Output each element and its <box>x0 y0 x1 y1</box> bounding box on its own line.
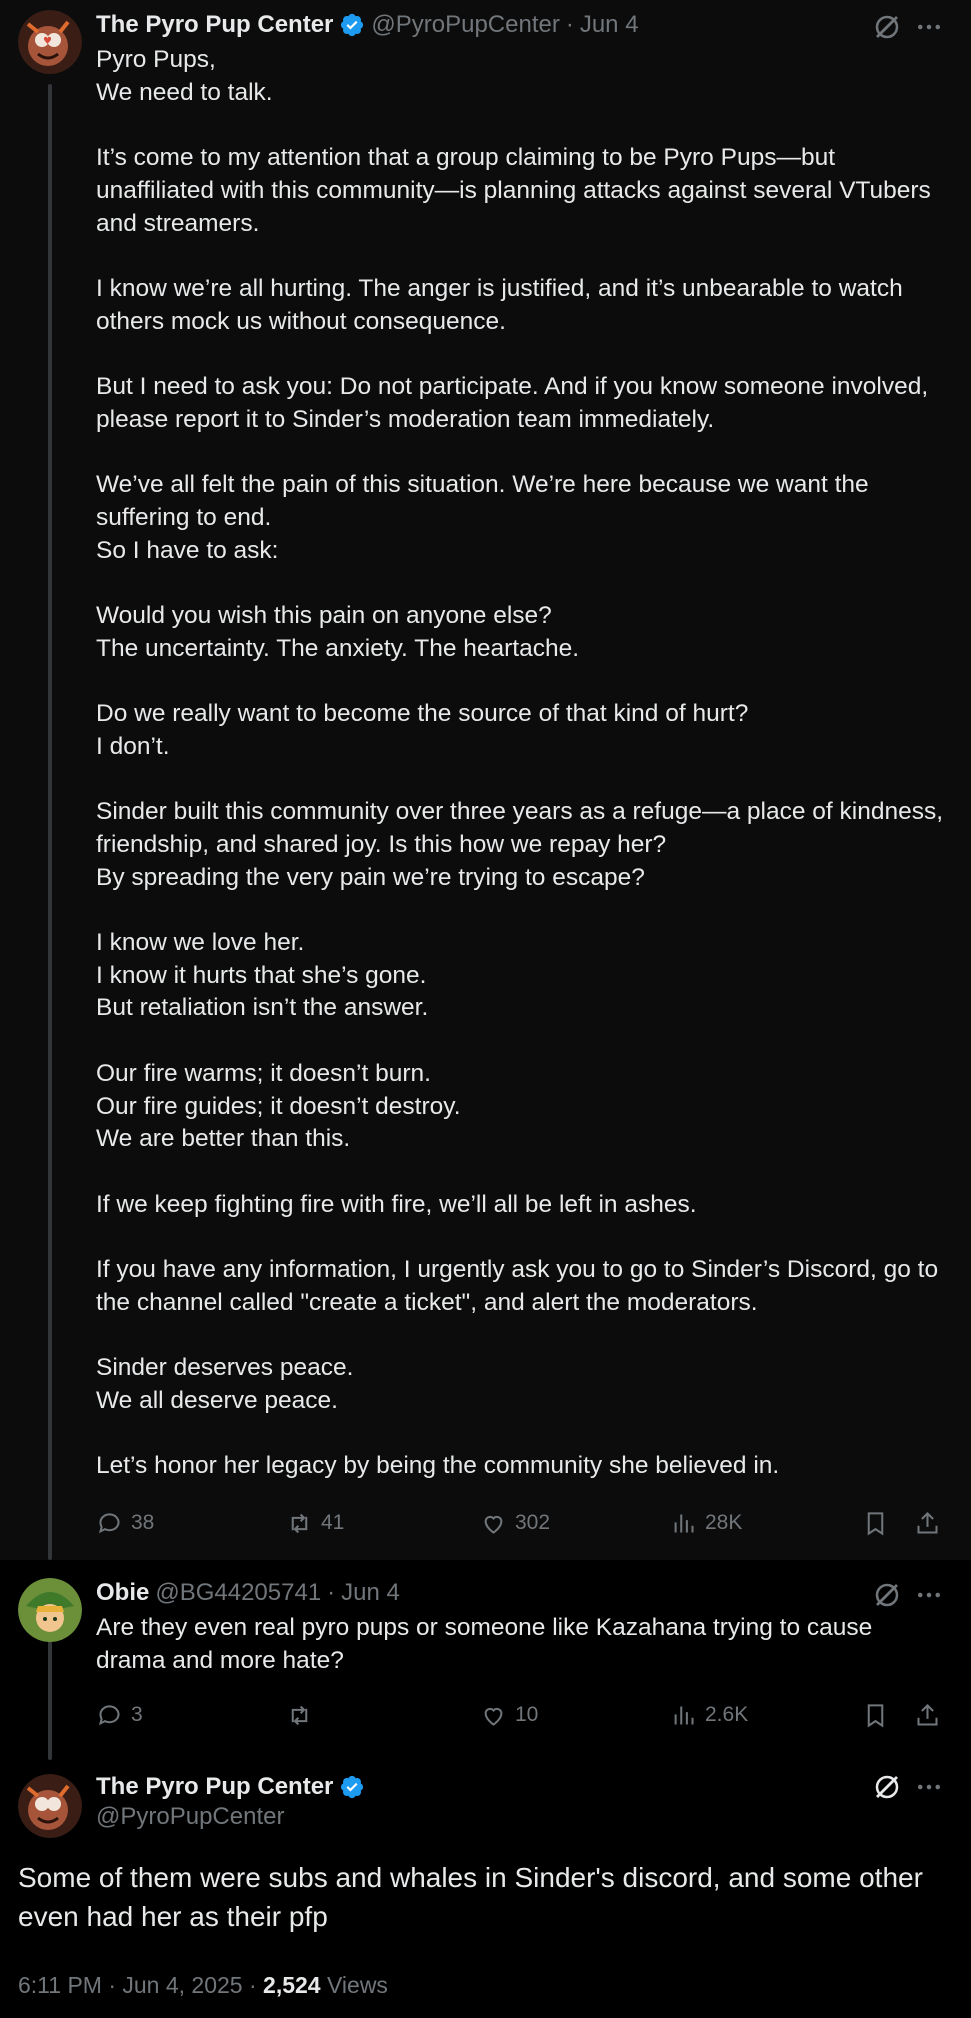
views-icon <box>670 1510 697 1537</box>
tweet-reply[interactable] <box>0 1560 971 1760</box>
share-icon <box>914 1702 941 1729</box>
author-name[interactable]: The Pyro Pup Center <box>96 1773 334 1800</box>
author-handle[interactable]: @BG44205741 <box>155 1579 322 1606</box>
repost-count: 41 <box>321 1511 345 1534</box>
views-label: Views <box>320 1972 388 1998</box>
thread-line <box>48 1640 52 1760</box>
views-icon <box>670 1702 697 1729</box>
tweet-focused[interactable] <box>0 1760 971 2018</box>
repost-icon <box>286 1702 313 1729</box>
reply-button[interactable] <box>96 1507 154 1539</box>
more-icon[interactable] <box>914 1580 944 1610</box>
avatar-pyro-pup-center[interactable] <box>18 1774 82 1838</box>
reply-button[interactable] <box>96 1699 143 1731</box>
views-count: 2.6K <box>705 1703 749 1726</box>
bookmark-icon <box>862 1510 889 1537</box>
svg-text:♥: ♥ <box>43 36 52 47</box>
like-button[interactable] <box>480 1699 538 1731</box>
like-icon <box>480 1702 507 1729</box>
views-count: 28K <box>705 1511 743 1534</box>
tweet-timestamp[interactable]: 6:11 PM · Jun 4, 2025 · <box>18 1972 264 1998</box>
like-count: 302 <box>515 1511 551 1534</box>
verified-badge-icon <box>339 12 365 38</box>
reply-count: 38 <box>131 1511 155 1534</box>
more-icon[interactable] <box>914 12 944 42</box>
repost-icon <box>286 1510 313 1537</box>
tweet-text: Pyro Pups, We need to talk. It’s come to my attention that a group claiming to be Pyro Pups—but unaffiliated with this community—is planning attacks against several VTubers and streamers. I know we’re all hurting. The anger is justified, and it’s unbearable to watch others mock us without consequence. But I need to ask you: Do not participate. And if you know someone involved, please report it to Sinder’s moderation team immediately. We’ve all felt the pain of this situation. We’re here because we want the suffering to end. So I have to ask: Would you wish this pain on anyone else? The uncertainty. The anxiety. The heartache. Do we really want to become the source of that kind of hurt? I don’t. Sinder built this community over three years as a refuge—a place of kindness, friendship, and shared joy. Is this how we repay her? By spreading the very pain we’re trying to escape? I know we love her. I know it hurts that she’s gone. But retaliation isn’t the answer. Our fire warms; it doesn’t burn. Our fire guides; it doesn’t destroy. We are better than this. If we keep fighting fire with fire, we’ll all be left in ashes. If you have any information, I urgently ask you to go to Sinder’s Discord, go to the channel called "create a ticket", and alert the moderators. Sinder deserves peace. We all deserve peace. Let’s honor her legacy by being the community she believed in. <box>96 46 944 1480</box>
view-count: 2,524 <box>263 1972 321 1998</box>
grok-icon[interactable] <box>872 1580 902 1610</box>
thread-line <box>48 84 52 1560</box>
avatar-obie[interactable] <box>18 1578 82 1642</box>
grok-icon[interactable] <box>872 12 902 42</box>
tweet-date[interactable]: Jun 4 <box>341 1579 400 1606</box>
author-handle[interactable]: @PyroPupCenter <box>371 11 560 38</box>
views-button[interactable] <box>670 1507 742 1539</box>
avatar-pyro-pup-center[interactable] <box>18 10 82 74</box>
reply-count: 3 <box>131 1703 143 1726</box>
share-button[interactable] <box>914 1699 949 1731</box>
verified-badge-icon <box>339 1774 365 1800</box>
like-icon <box>480 1510 507 1537</box>
share-button[interactable] <box>914 1507 949 1539</box>
bookmark-icon <box>862 1702 889 1729</box>
repost-button[interactable] <box>286 1507 344 1539</box>
bookmark-button[interactable] <box>862 1699 897 1731</box>
tweet-header <box>96 1578 400 1608</box>
tweet-header <box>96 1772 371 1802</box>
action-bar <box>96 1507 946 1539</box>
separator-dot: · <box>327 1579 336 1606</box>
repost-button[interactable] <box>286 1699 321 1731</box>
separator-dot: · <box>565 11 574 38</box>
like-button[interactable] <box>480 1507 550 1539</box>
author-name[interactable]: Obie <box>96 1579 150 1606</box>
tweet-header <box>96 10 639 40</box>
reply-icon <box>96 1702 123 1729</box>
more-icon[interactable] <box>914 1772 944 1802</box>
reply-icon <box>96 1510 123 1537</box>
share-icon <box>914 1510 941 1537</box>
like-count: 10 <box>515 1703 539 1726</box>
author-name[interactable]: The Pyro Pup Center <box>96 11 334 38</box>
tweet-text: Are they even real pyro pups or someone like Kazahana trying to cause drama and more hate? <box>96 1614 880 1674</box>
views-button[interactable] <box>670 1699 748 1731</box>
author-handle[interactable]: @PyroPupCenter <box>96 1803 285 1830</box>
tweet-meta <box>18 1972 388 1999</box>
tweet-header-handle <box>96 1802 284 1832</box>
bookmark-button[interactable] <box>862 1507 897 1539</box>
grok-icon[interactable] <box>872 1772 902 1802</box>
tweet-text: Some of them were subs and whales in Sinder's discord, and some other even had her as their pfp <box>18 1862 931 1932</box>
tweet-date[interactable]: Jun 4 <box>579 11 639 38</box>
action-bar <box>96 1699 946 1731</box>
